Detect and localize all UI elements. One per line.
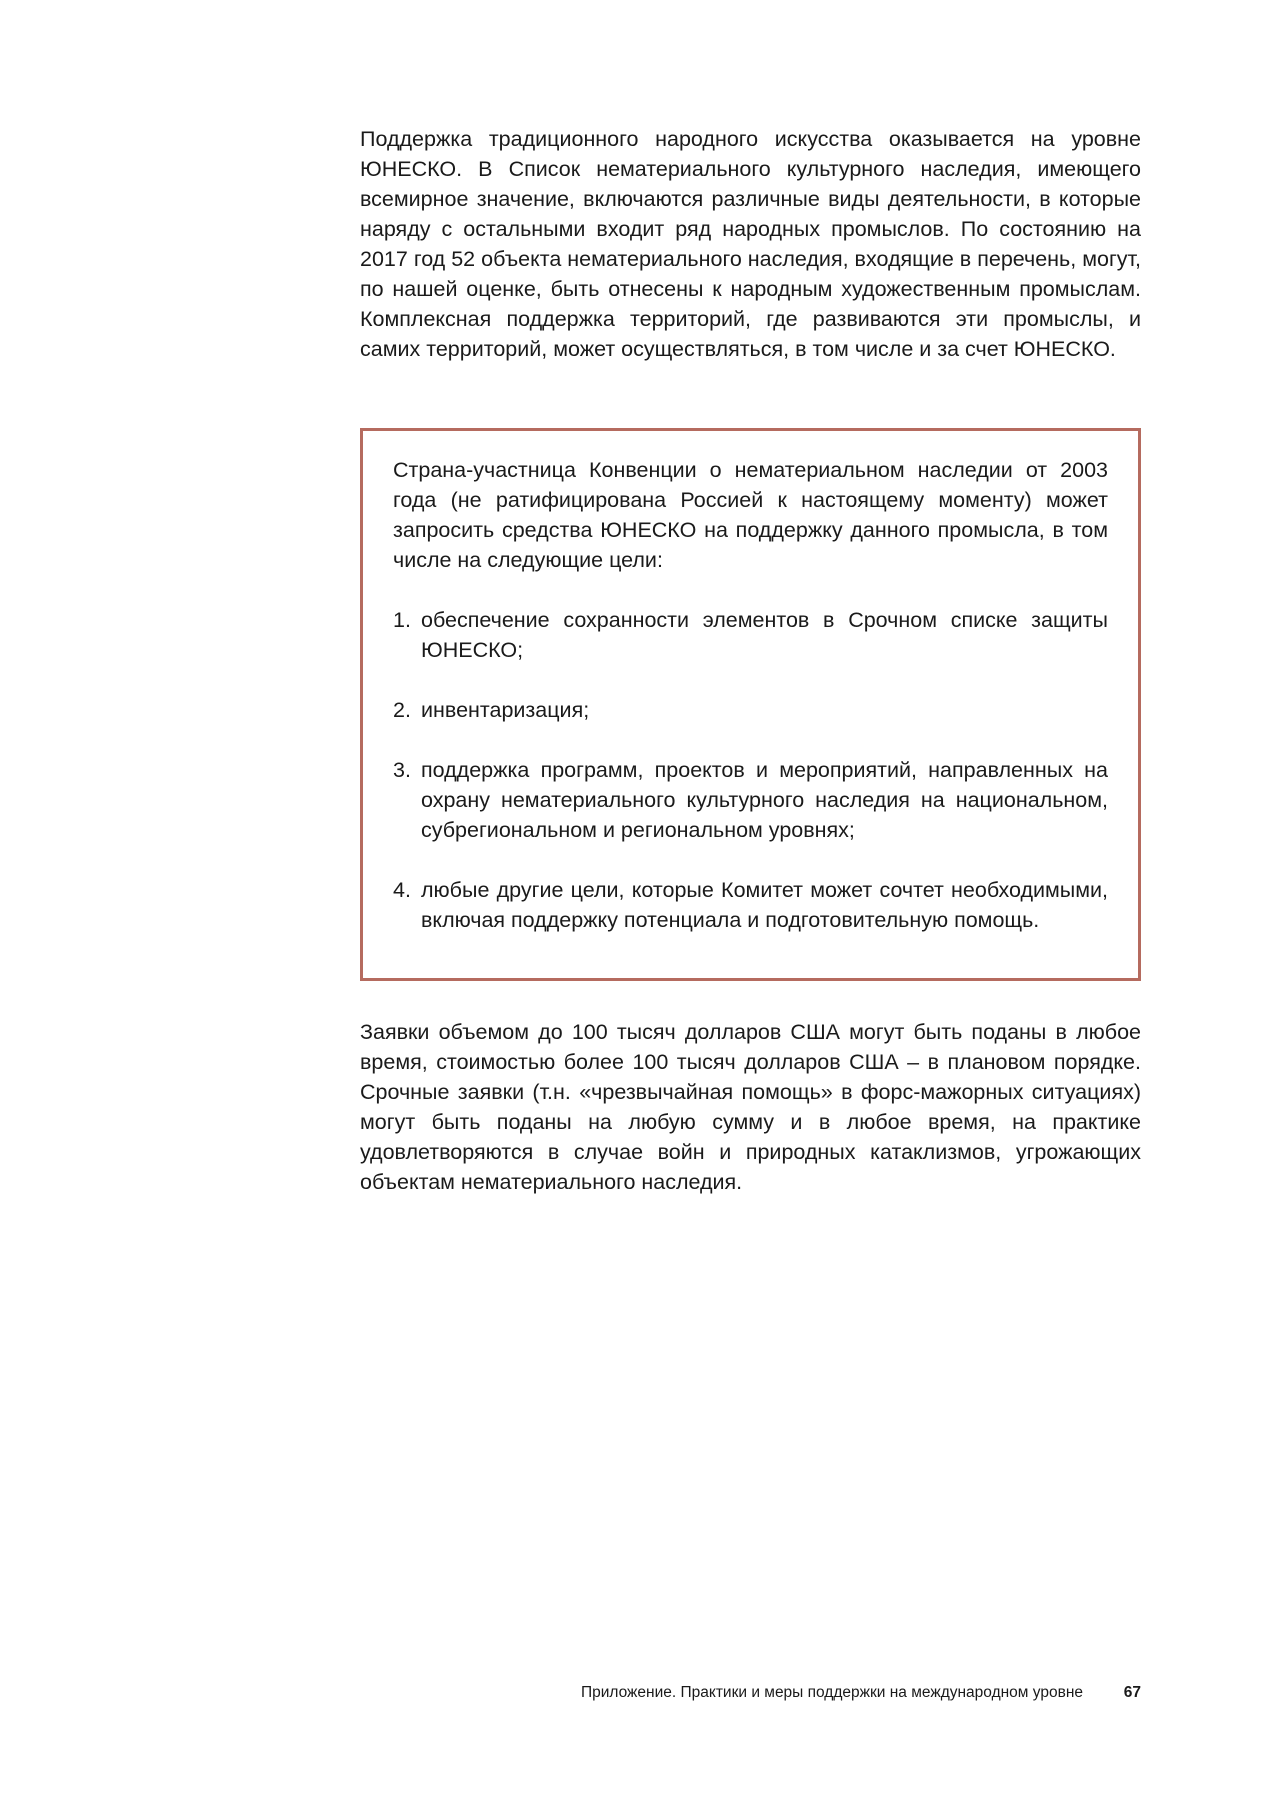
list-item-text: любые другие цели, которые Комитет может сочтет необходимыми, включая поддержку потенциала и подготовительную помощь. [421,878,1108,932]
closing-paragraph: Заявки объемом до 100 тысяч долларов США могут быть поданы в любое время, стоимостью более 100 тысяч долларов США – в плановом порядке. Срочные заявки (т.н. «чрезвычайная помощь» в форс-мажорных ситуациях) могут быть поданы на любую сумму и в любое время, на практике удовлетворяются в случае войн и природных катаклизмов, угрожающих объектам нематериального наследия. [360,1020,1141,1194]
list-item [393,875,1108,935]
list-item-number: 3. [393,758,411,782]
intro-paragraph: Поддержка традиционного народного искусства оказывается на уровне ЮНЕСКО. В Список нематериального культурного наследия, имеющего всемирное значение, включаются различные виды деятельности, в которые наряду с остальными входит ряд народных промыслов. По состоянию на 2017 год 52 объекта нематериального наследия, входящие в перечень, могут, по нашей оценке, быть отнесены к народным художественным промыслам. Комплексная поддержка территорий, где развиваются эти промыслы, и самих территорий, может осуществляться, в том числе и за счет ЮНЕСКО. [360,127,1141,361]
list-item-number: 1. [393,608,411,632]
list-item-text: инвентаризация; [421,698,590,722]
list-item [393,695,1108,725]
callout-intro-text: Страна-участница Конвенции о нематериальном наследии от 2003 года (не ратифицирована Россией к настоящему моменту) может запросить средства ЮНЕСКО на поддержку данного промысла, в том числе на следующие цели: [393,458,1108,572]
list-item-text: поддержка программ, проектов и мероприятий, направленных на охрану нематериального культурного наследия на национальном, субрегиональном и региональном уровнях; [421,758,1108,842]
list-item-text: обеспечение сохранности элементов в Срочном списке защиты ЮНЕСКО; [421,608,1108,662]
goals-list [393,605,1108,935]
list-item [393,755,1108,845]
list-item-number: 4. [393,878,411,902]
page-footer [560,1681,1141,1705]
list-item-number: 2. [393,698,411,722]
callout-box [360,428,1141,981]
running-footer-title: Приложение. Практики и меры поддержки на международном уровне [580,1684,1083,1701]
list-item [393,605,1108,665]
page-number: 67 [1123,1684,1141,1701]
